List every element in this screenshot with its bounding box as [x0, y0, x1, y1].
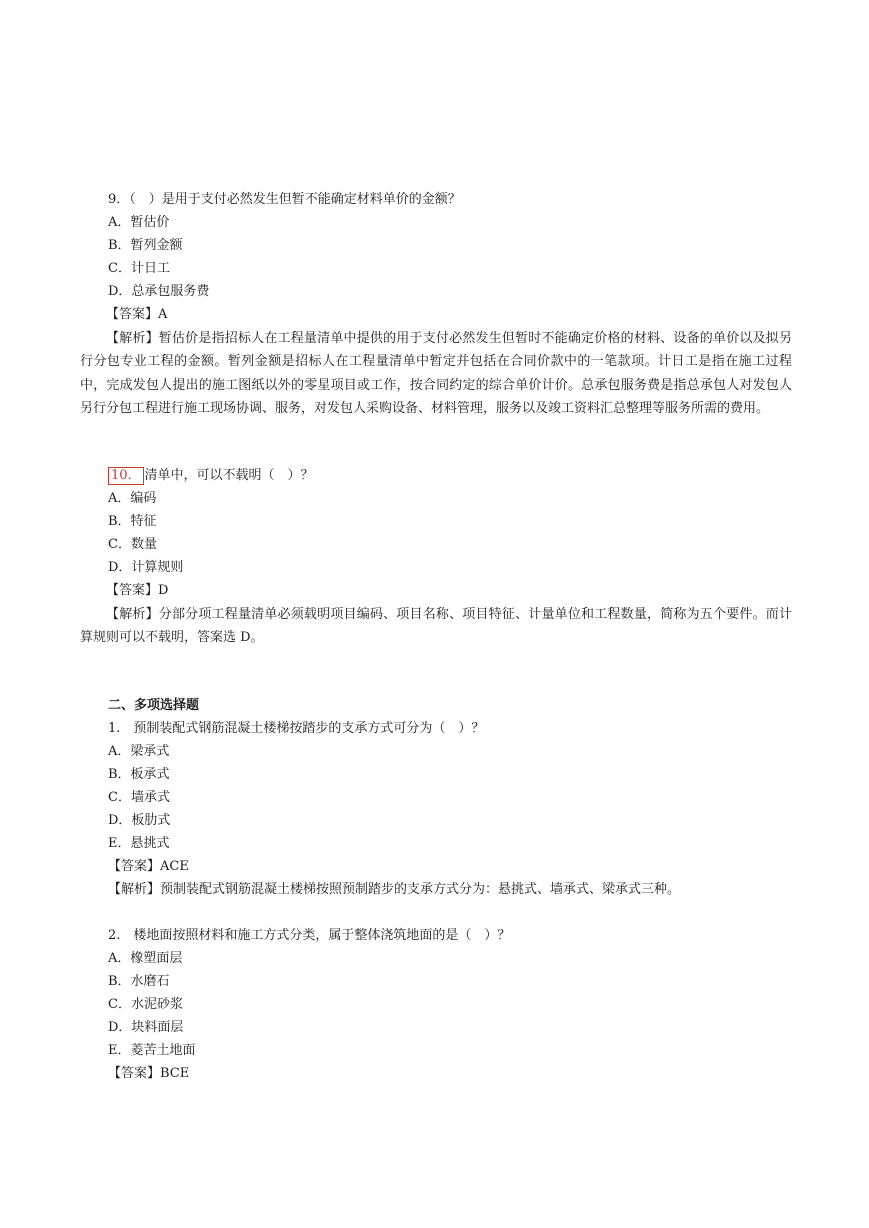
m1-option-b: B．板承式 [108, 767, 170, 782]
question-10-text: 清单中，可以不载明（ ）？ [144, 468, 314, 483]
m2-option-d: D．块料面层 [108, 1020, 184, 1035]
q9-answer: 【答案】A [106, 307, 168, 322]
m2-option-e: E．菱苦土地面 [108, 1043, 196, 1058]
multi-question-1: 1. 预制装配式钢筋混凝土楼梯按踏步的支承方式可分为（ ）？ [108, 721, 485, 736]
section-heading: 二、多项选择题 [108, 698, 200, 713]
m1-option-d: D．板肋式 [108, 813, 171, 828]
m2-option-b: B．水磨石 [108, 974, 170, 989]
q9-option-c: C．计日工 [108, 261, 170, 276]
q10-option-a: A．编码 [108, 491, 157, 506]
q10-option-c: C．数量 [108, 537, 157, 552]
q9-option-b: B．暂列金额 [108, 238, 183, 253]
question-number-box: 10． [108, 467, 144, 485]
m2-option-a: A．橡塑面层 [108, 951, 183, 966]
m1-option-e: E．悬挑式 [108, 836, 170, 851]
q9-analysis: 【解析】暂估价是指招标人在工程量清单中提供的用于支付必然发生但暂时不能确定价格的材料、设备的单价以及拟另行分包专业工程的金额。暂列金额是招标人在工程量清单中暂定并包括在合同价款中的一笔款项。计日工是指在施工过程中，完成发包人提出的施工图纸以外的零星项目或工作，按合同约定的综合单价计价。总承包服务费是指总承包人对发包人另行分包工程进行施工现场协调、服务，对发包人采购设备、材料管理，服务以及竣工资料汇总整理等服务所需的费用。 [80, 331, 792, 416]
q10-option-b: B．特征 [108, 514, 157, 529]
m2-option-c: C．水泥砂浆 [108, 997, 183, 1012]
q10-analysis: 【解析】分部分项工程量清单必须载明项目编码、项目名称、项目特征、计量单位和工程数量，简称为五个要件。而计算规则可以不载明，答案选 D。 [80, 607, 792, 646]
m2-answer: 【答案】BCE [108, 1066, 190, 1081]
m1-option-a: A．梁承式 [108, 744, 170, 759]
q9-option-d: D．总承包服务费 [108, 284, 210, 299]
q10-answer: 【答案】D [106, 583, 169, 598]
q10-option-d: D．计算规则 [108, 560, 184, 575]
multi-question-2: 2. 楼地面按照材料和施工方式分类，属于整体浇筑地面的是（ ）？ [108, 928, 511, 943]
m1-analysis: 【解析】预制装配式钢筋混凝土楼梯按照预制踏步的支承方式分为：悬挑式、墙承式、梁承式三种。 [108, 882, 681, 897]
question-9: 9．（ ）是用于支付必然发生但暂不能确定材料单价的金额？ [108, 192, 461, 207]
m1-answer: 【答案】ACE [108, 859, 189, 874]
question-10 [108, 467, 314, 485]
m1-option-c: C．墙承式 [108, 790, 170, 805]
q9-option-a: A．暂估价 [108, 215, 170, 230]
